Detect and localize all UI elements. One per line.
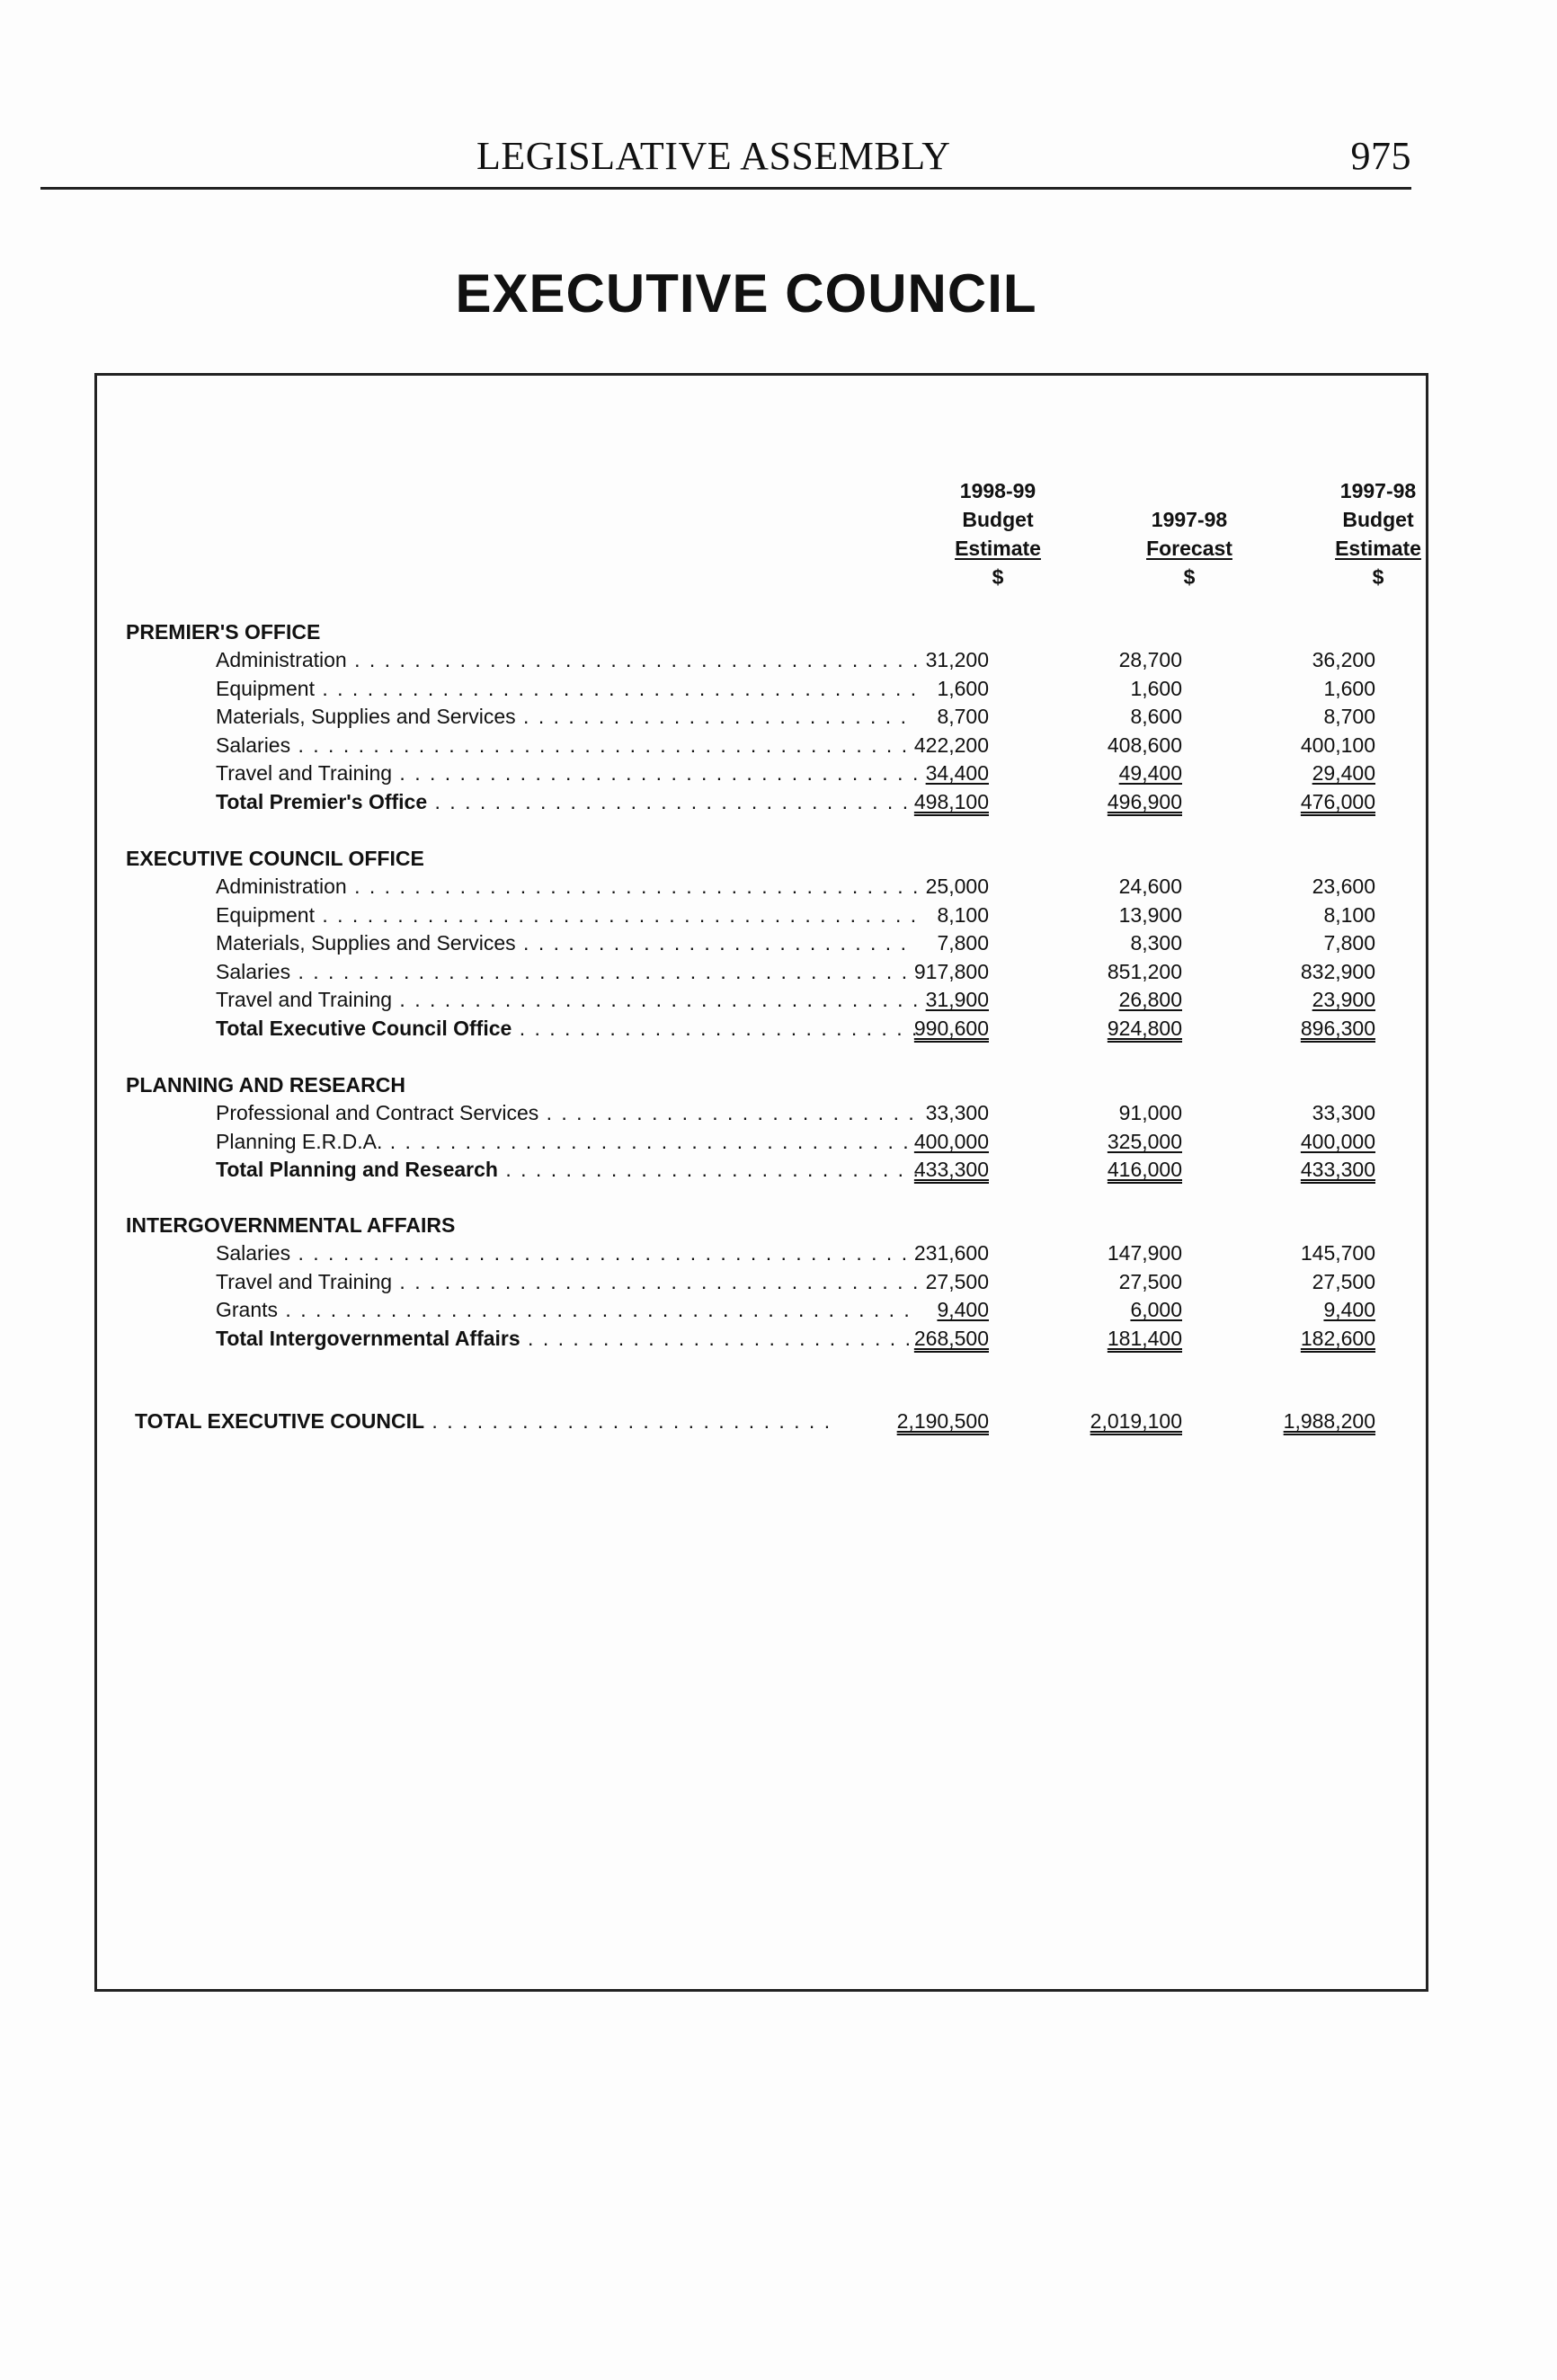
cell-1998-99-estimate: 31,200 — [925, 648, 989, 671]
grand-total-1997-98-estimate: 1,988,200 — [1283, 1409, 1375, 1433]
row-label: Materials, Supplies and Services . . . — [216, 703, 917, 732]
row-label: Travel and Training . . . — [216, 1268, 917, 1297]
cell-1997-98-estimate: 7,800 — [1323, 931, 1375, 955]
grand-total-section — [126, 1408, 1384, 1436]
total-1998-99-estimate: 990,600 — [913, 1016, 989, 1040]
page-number: 975 — [1350, 134, 1411, 178]
section-premiers-office — [126, 618, 1384, 816]
column-header-line: Forecast — [1146, 537, 1232, 560]
cell-1997-98-estimate: 145,700 — [1300, 1241, 1375, 1265]
row-label: Salaries . . . — [216, 958, 917, 987]
budget-table — [126, 476, 1421, 1465]
table-row — [126, 986, 1384, 1015]
cell-1997-98-estimate: 8,700 — [1323, 705, 1375, 728]
grand-total-row — [126, 1408, 1384, 1436]
total-1997-98-forecast: 181,400 — [1107, 1326, 1182, 1350]
cell-1997-98-forecast: 8,300 — [1130, 931, 1182, 955]
column-header-unit: $ — [1372, 565, 1384, 589]
row-label: Salaries . . . — [216, 1239, 917, 1268]
section-title: PLANNING AND RESEARCH — [126, 1073, 405, 1097]
table-row — [126, 1296, 1384, 1325]
table-row — [126, 1268, 1384, 1297]
cell-1998-99-estimate: 400,000 — [913, 1129, 989, 1153]
row-label: Grants . . . — [216, 1296, 917, 1325]
column-header-line: 1997-98 — [1339, 479, 1417, 502]
cell-1998-99-estimate: 8,100 — [937, 902, 989, 927]
cell-1998-99-estimate: 34,400 — [925, 761, 989, 785]
section-title: EXECUTIVE COUNCIL OFFICE — [126, 847, 424, 870]
cell-1997-98-estimate: 29,400 — [1312, 761, 1375, 785]
cell-1997-98-estimate: 33,300 — [1312, 1101, 1375, 1124]
column-header-line: 1998-99 — [959, 479, 1037, 502]
cell-1997-98-estimate: 9,400 — [1323, 1298, 1375, 1321]
row-label: Materials, Supplies and Services . . . — [216, 929, 917, 958]
column-header-line: 1997-98 — [1151, 508, 1228, 531]
cell-1998-99-estimate: 9,400 — [937, 1298, 989, 1321]
cell-1997-98-estimate: 27,500 — [1312, 1269, 1375, 1293]
column-header-line — [1099, 476, 1279, 505]
grand-total-1998-99-estimate: 2,190,500 — [896, 1409, 989, 1433]
column-header-1997-98-forecast — [1099, 476, 1279, 591]
total-1997-98-estimate: 896,300 — [1300, 1016, 1375, 1040]
total-row — [126, 1015, 1384, 1043]
table-row — [126, 1099, 1384, 1128]
total-label: Total Premier's Office . . . — [216, 788, 917, 817]
cell-1998-99-estimate: 1,600 — [937, 676, 989, 700]
cell-1997-98-estimate: 832,900 — [1300, 959, 1375, 983]
column-header-1998-99-estimate — [908, 476, 1088, 591]
total-label: Total Planning and Research . . . — [216, 1156, 917, 1185]
row-label: Administration . . . — [216, 646, 917, 675]
row-label: Equipment . . . — [216, 901, 917, 930]
total-1998-99-estimate: 268,500 — [913, 1326, 989, 1350]
total-1997-98-estimate: 182,600 — [1300, 1326, 1375, 1350]
section-intergovernmental-affairs — [126, 1212, 1384, 1353]
cell-1997-98-forecast: 28,700 — [1118, 648, 1182, 671]
table-row — [126, 1239, 1384, 1268]
table-row — [126, 901, 1384, 930]
total-1998-99-estimate: 498,100 — [913, 789, 989, 813]
table-row — [126, 732, 1384, 760]
total-row — [126, 1325, 1384, 1354]
cell-1997-98-forecast: 26,800 — [1118, 988, 1182, 1011]
total-1997-98-estimate: 476,000 — [1300, 789, 1375, 813]
cell-1997-98-estimate: 8,100 — [1323, 902, 1375, 927]
cell-1997-98-estimate: 23,900 — [1312, 988, 1375, 1011]
cell-1997-98-estimate: 23,600 — [1312, 875, 1375, 898]
section-title: INTERGOVERNMENTAL AFFAIRS — [126, 1213, 456, 1237]
column-header-line: Estimate — [1335, 537, 1421, 560]
row-label: Professional and Contract Services . . . — [216, 1099, 917, 1128]
total-1998-99-estimate: 433,300 — [913, 1158, 989, 1181]
table-row — [126, 759, 1384, 788]
cell-1997-98-estimate: 400,100 — [1300, 733, 1375, 757]
cell-1997-98-forecast: 49,400 — [1118, 761, 1182, 785]
table-row — [126, 958, 1384, 987]
cell-1997-98-forecast: 325,000 — [1107, 1129, 1182, 1153]
running-header — [40, 126, 1411, 190]
row-label: Travel and Training . . . — [216, 759, 917, 788]
cell-1997-98-estimate: 36,200 — [1312, 648, 1375, 671]
total-label: Total Executive Council Office . . . — [216, 1015, 917, 1043]
cell-1997-98-forecast: 408,600 — [1107, 733, 1182, 757]
cell-1997-98-forecast: 24,600 — [1118, 875, 1182, 898]
total-1997-98-forecast: 924,800 — [1107, 1016, 1182, 1040]
row-label: Planning E.R.D.A. . . . — [216, 1128, 917, 1157]
row-label: Salaries . . . — [216, 732, 917, 760]
total-label: Total Intergovernmental Affairs . . . — [216, 1325, 917, 1354]
total-row — [126, 1156, 1384, 1185]
table-row — [126, 675, 1384, 704]
section-planning-and-research — [126, 1071, 1384, 1185]
cell-1998-99-estimate: 27,500 — [925, 1269, 989, 1293]
cell-1997-98-forecast: 13,900 — [1118, 902, 1182, 927]
column-header-unit: $ — [992, 565, 1004, 589]
cell-1998-99-estimate: 231,600 — [913, 1241, 989, 1265]
section-title: PREMIER'S OFFICE — [126, 620, 321, 644]
column-header-1997-98-estimate — [1288, 476, 1468, 591]
table-row — [126, 1128, 1384, 1157]
cell-1997-98-estimate: 1,600 — [1323, 676, 1375, 700]
total-1997-98-estimate: 433,300 — [1300, 1158, 1375, 1181]
cell-1998-99-estimate: 8,700 — [937, 705, 989, 728]
column-header-unit: $ — [1183, 565, 1196, 589]
cell-1998-99-estimate: 25,000 — [925, 875, 989, 898]
page-title: EXECUTIVE COUNCIL — [455, 263, 1037, 324]
cell-1997-98-estimate: 400,000 — [1300, 1129, 1375, 1153]
total-row — [126, 788, 1384, 817]
grand-total-label: TOTAL EXECUTIVE COUNCIL . . . — [135, 1408, 836, 1436]
column-header-line: Budget — [1342, 508, 1414, 531]
row-label: Equipment . . . — [216, 675, 917, 704]
running-header-title: LEGISLATIVE ASSEMBLY — [476, 134, 951, 178]
section-executive-council-office — [126, 845, 1384, 1043]
column-header-line: Estimate — [955, 537, 1041, 560]
total-1997-98-forecast: 416,000 — [1107, 1158, 1182, 1181]
cell-1998-99-estimate: 33,300 — [925, 1101, 989, 1124]
table-row — [126, 646, 1384, 675]
grand-total-1997-98-forecast: 2,019,100 — [1090, 1409, 1182, 1433]
cell-1997-98-forecast: 147,900 — [1107, 1241, 1182, 1265]
table-row — [126, 929, 1384, 958]
cell-1997-98-forecast: 851,200 — [1107, 959, 1182, 983]
cell-1998-99-estimate: 422,200 — [913, 733, 989, 757]
cell-1997-98-forecast: 1,600 — [1130, 676, 1182, 700]
table-row — [126, 873, 1384, 901]
cell-1998-99-estimate: 917,800 — [913, 959, 989, 983]
cell-1997-98-forecast: 27,500 — [1118, 1269, 1182, 1293]
row-label: Administration . . . — [216, 873, 917, 901]
table-row — [126, 703, 1384, 732]
row-label: Travel and Training . . . — [216, 986, 917, 1015]
total-1997-98-forecast: 496,900 — [1107, 789, 1182, 813]
cell-1998-99-estimate: 7,800 — [937, 931, 989, 955]
cell-1997-98-forecast: 8,600 — [1130, 705, 1182, 728]
cell-1997-98-forecast: 91,000 — [1118, 1101, 1182, 1124]
column-header-line: Budget — [962, 508, 1034, 531]
cell-1998-99-estimate: 31,900 — [925, 988, 989, 1011]
cell-1997-98-forecast: 6,000 — [1130, 1298, 1182, 1321]
